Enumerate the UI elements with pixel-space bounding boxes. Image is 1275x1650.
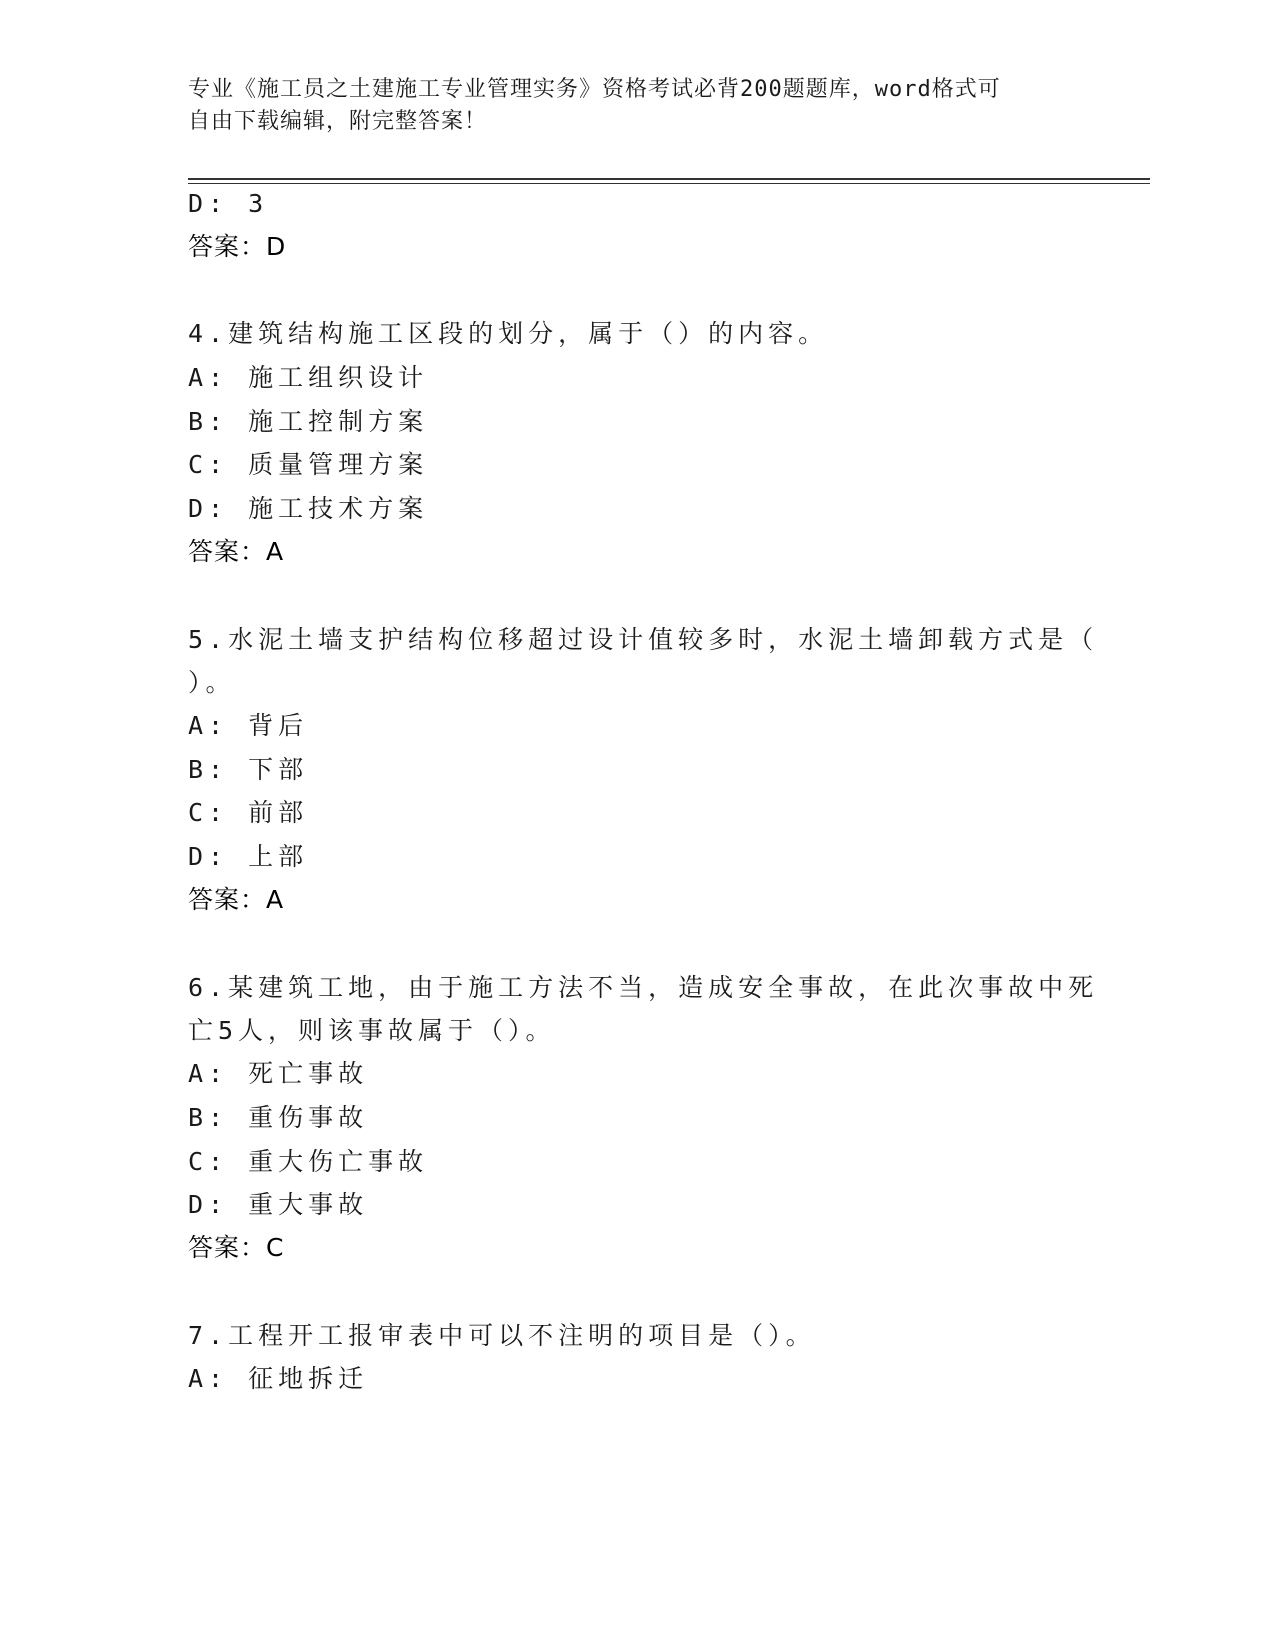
q6-option-d: D: 重大事故: [188, 1190, 369, 1219]
q5-answer: 答案：A: [188, 885, 285, 914]
q6-option-c: C: 重大伤亡事故: [188, 1147, 429, 1176]
document-header: [188, 74, 1068, 138]
q5-option-b: B: 下部: [188, 755, 309, 784]
q3-option-d: D: 3: [188, 189, 269, 218]
q7-option-a: A: 征地拆迁: [188, 1364, 369, 1393]
q4-option-c: C: 质量管理方案: [188, 450, 429, 479]
q4-answer: 答案：A: [188, 537, 285, 566]
q5-option-a: A: 背后: [188, 711, 309, 740]
q4-option-b: B: 施工控制方案: [188, 407, 429, 436]
q6-option-a: A: 死亡事故: [188, 1059, 369, 1088]
header-divider-thin: [188, 183, 1150, 184]
q6-answer: 答案：C: [188, 1233, 285, 1262]
q5-question-line-2: ）。: [188, 668, 236, 697]
q6-question-line-1: 6.某建筑工地，由于施工方法不当，造成安全事故，在此次事故中死: [188, 973, 1099, 1002]
q4-option-a: A: 施工组织设计: [188, 363, 429, 392]
q4-question: 4.建筑结构施工区段的划分，属于（）的内容。: [188, 319, 829, 348]
q6-option-b: B: 重伤事故: [188, 1103, 369, 1132]
q5-option-d: D: 上部: [188, 842, 309, 871]
q3-answer: 答案：D: [188, 232, 287, 261]
q6-question-line-2: 亡5人，则该事故属于（）。: [188, 1016, 556, 1045]
header-line-1: 专业《施工员之土建施工专业管理实务》资格考试必背200题题库，word格式可: [188, 77, 1001, 102]
header-line-2: 自由下载编辑，附完整答案！: [188, 109, 488, 134]
q7-question: 7.工程开工报审表中可以不注明的项目是（）。: [188, 1321, 816, 1350]
header-divider: [188, 178, 1150, 180]
q5-question-line-1: 5.水泥土墙支护结构位移超过设计值较多时，水泥土墙卸载方式是（: [188, 625, 1099, 654]
q4-option-d: D: 施工技术方案: [188, 494, 429, 523]
q5-option-c: C: 前部: [188, 798, 309, 827]
